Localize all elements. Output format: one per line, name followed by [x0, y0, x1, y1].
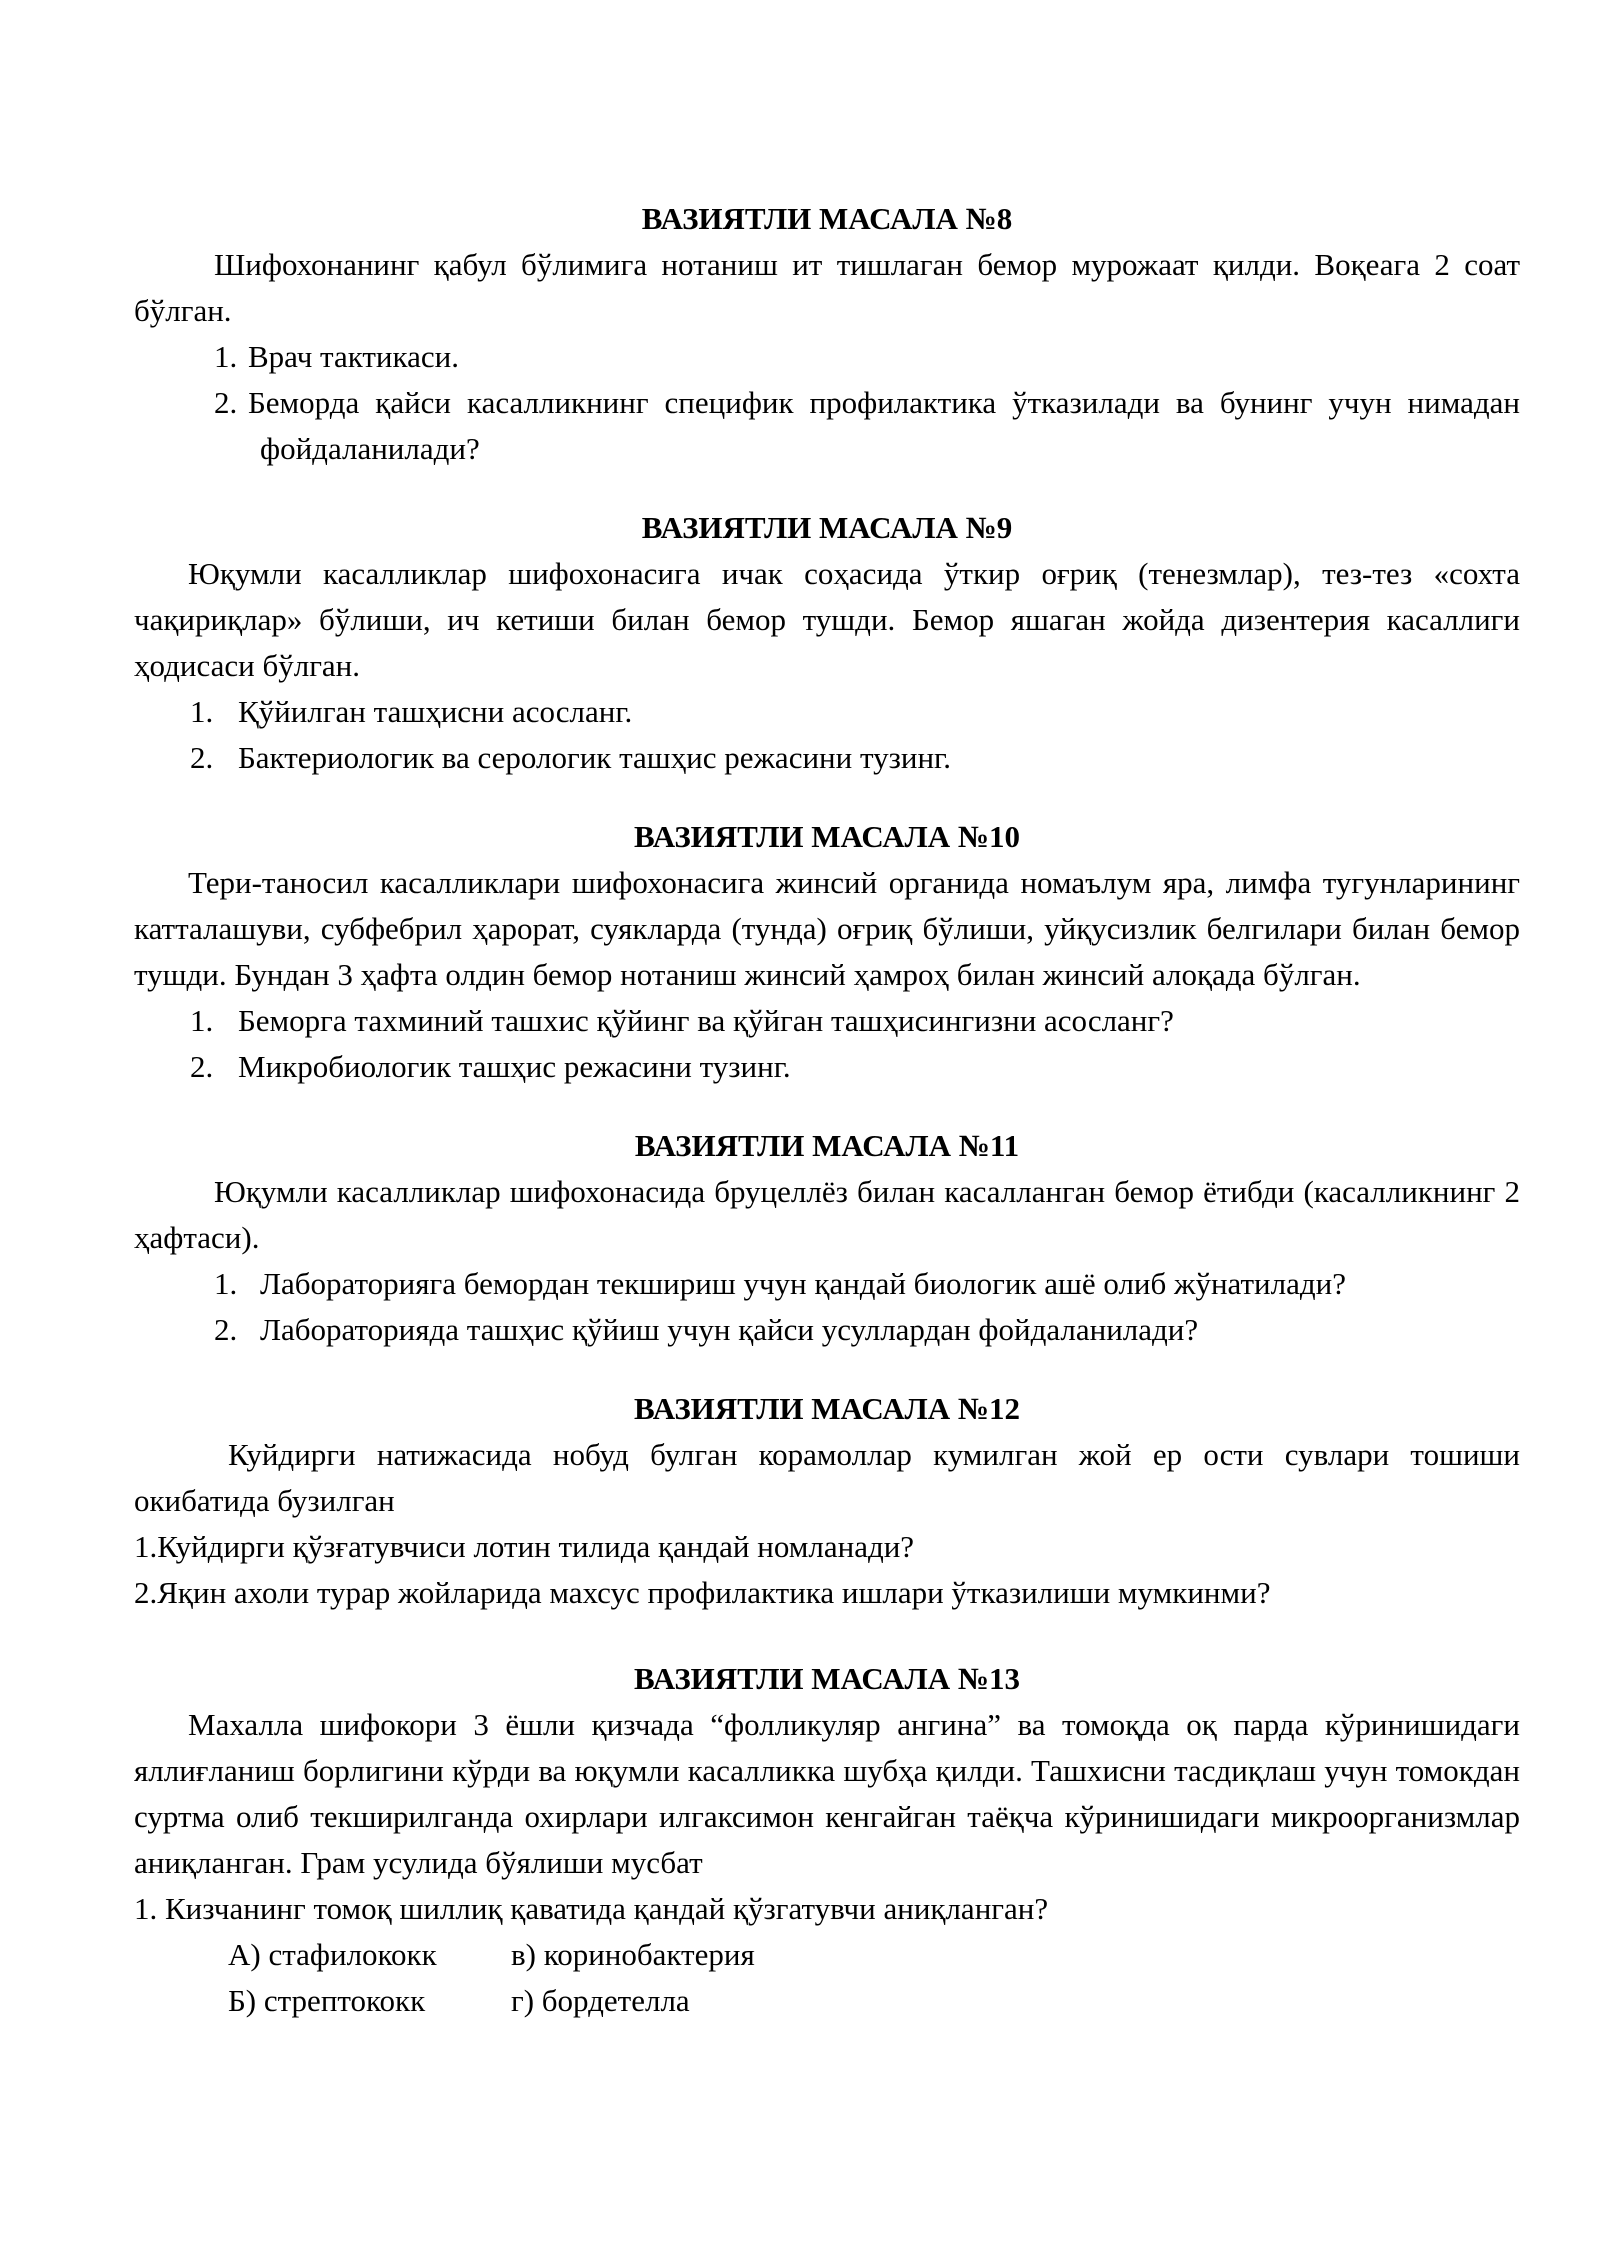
task-heading: ВАЗИЯТЛИ МАСАЛА №8 — [641, 201, 1013, 236]
task-13 — [134, 1656, 1520, 2024]
task-text: Махалла шифокори 3 ёшли қизчада “фолликуляр ангина” ва томоқда оқ парда кўринишидаги яллиғланиш борлигини кўрди ва юқумли касалликка шубҳа қилди. Ташхисни тасдиқлаш учун томокдан суртма олиб текширилганда охирлари илгаксимон кенгайган таёқча кўринишидаги микроорганизмлар аниқланган. Грам усулида бўялиши мусбат — [134, 1707, 1520, 1880]
question-text: Беморга тахминий ташхис қўйинг ва қўйган ташҳисингизни асосланг? — [238, 1003, 1174, 1038]
task-9 — [134, 505, 1520, 781]
question-item — [134, 735, 1520, 781]
question-number: 2. — [214, 385, 238, 420]
task-heading: ВАЗИЯТЛИ МАСАЛА №10 — [633, 819, 1021, 854]
question-number: 1. — [214, 339, 238, 374]
question-text: Қўйилган ташҳисни асосланг. — [238, 694, 633, 729]
task-text: Юқумли касалликлар шифохонасида бруцеллёз билан касалланган бемор ётибди (касалликнинг 2 ҳафтаси). — [134, 1174, 1520, 1255]
task-heading: ВАЗИЯТЛИ МАСАЛА №13 — [633, 1661, 1021, 1696]
question-text: Лабораторияда ташҳис қўйиш учун қайси усуллардан фойдаланилади? — [260, 1312, 1199, 1347]
question-item — [134, 1044, 1520, 1090]
task-heading: ВАЗИЯТЛИ МАСАЛА №12 — [633, 1391, 1021, 1426]
task-heading: ВАЗИЯТЛИ МАСАЛА №9 — [641, 510, 1013, 545]
answer-option: А) стафилококк — [228, 1937, 437, 1972]
task-text: Шифохонанинг қабул бўлимига нотаниш ит тишлаган бемор мурожаат қилди. Воқеага 2 соат бўлган. — [134, 247, 1520, 328]
question-item — [134, 689, 1520, 735]
question-item — [134, 1307, 1520, 1353]
question-item — [134, 380, 1520, 472]
answer-options-row — [228, 1978, 1520, 2024]
task-8 — [134, 196, 1520, 472]
task-12 — [134, 1386, 1520, 1616]
task-11 — [134, 1123, 1520, 1353]
document-content — [134, 196, 1520, 2024]
answer-option: г) бордетелла — [511, 1983, 690, 2018]
question-list — [134, 334, 1520, 472]
question-line: 1.Куйдирги қўзғатувчиси лотин тилида қандай номланади? — [134, 1529, 915, 1564]
answer-options-row — [228, 1932, 1520, 1978]
question-text: Врач тактикаси. — [248, 339, 459, 374]
question-item — [134, 1261, 1520, 1307]
question-list — [134, 1261, 1520, 1353]
task-text: Куйдирги натижасида нобуд булган корамоллар кумилган жой ер ости сувлари тошиши окибатида бузилган — [134, 1437, 1520, 1518]
question-number: 2. — [190, 1049, 214, 1084]
task-10 — [134, 814, 1520, 1090]
answer-option: в) коринобактерия — [511, 1937, 755, 1972]
answer-option: Б) стрептококк — [228, 1983, 426, 2018]
question-item — [134, 334, 1520, 380]
question-line: 2.Яқин ахоли турар жойларида махсус профилактика ишлари ўтказилиши мумкинми? — [134, 1575, 1271, 1610]
question-number: 2. — [214, 1312, 238, 1347]
question-text: Бактериологик ва серологик ташҳис режасини тузинг. — [238, 740, 951, 775]
task-heading: ВАЗИЯТЛИ МАСАЛА №11 — [634, 1128, 1020, 1163]
task-text: Юқумли касалликлар шифохонасига ичак соҳасида ўткир оғриқ (тенезмлар), тез-тез «сохта чақириқлар» бўлиши, ич кетиши билан бемор тушди. Бемор яшаган жойда дизентерия касаллиги ҳодисаси бўлган. — [134, 556, 1520, 683]
question-text: Микробиологик ташҳис режасини тузинг. — [238, 1049, 791, 1084]
question-list — [134, 689, 1520, 781]
question-number: 1. — [190, 694, 214, 729]
question-number: 2. — [190, 740, 214, 775]
question-text: Беморда қайси касалликнинг специфик профилактика ўтказилади ва бунинг учун нимадан фойдаланилади? — [248, 385, 1520, 466]
question-line: 1. Кизчанинг томоқ шиллиқ қаватида қандай қўзгатувчи аниқланган? — [134, 1891, 1049, 1926]
question-list — [134, 998, 1520, 1090]
question-item — [134, 998, 1520, 1044]
question-text: Лабораторияга бемордан текшириш учун қандай биологик ашё олиб жўнатилади? — [260, 1266, 1346, 1301]
task-text: Тери-таносил касалликлари шифохонасига жинсий органида номаълум яра, лимфа тугунларининг катталашуви, субфебрил ҳарорат, суякларда (тунда) оғриқ бўлиши, уйқусизлик белгилари билан бемор тушди. Бундан 3 ҳафта олдин бемор нотаниш жинсий ҳамроҳ билан жинсий алоқада бўлган. — [134, 865, 1520, 992]
question-number: 1. — [214, 1266, 238, 1301]
question-number: 1. — [190, 1003, 214, 1038]
